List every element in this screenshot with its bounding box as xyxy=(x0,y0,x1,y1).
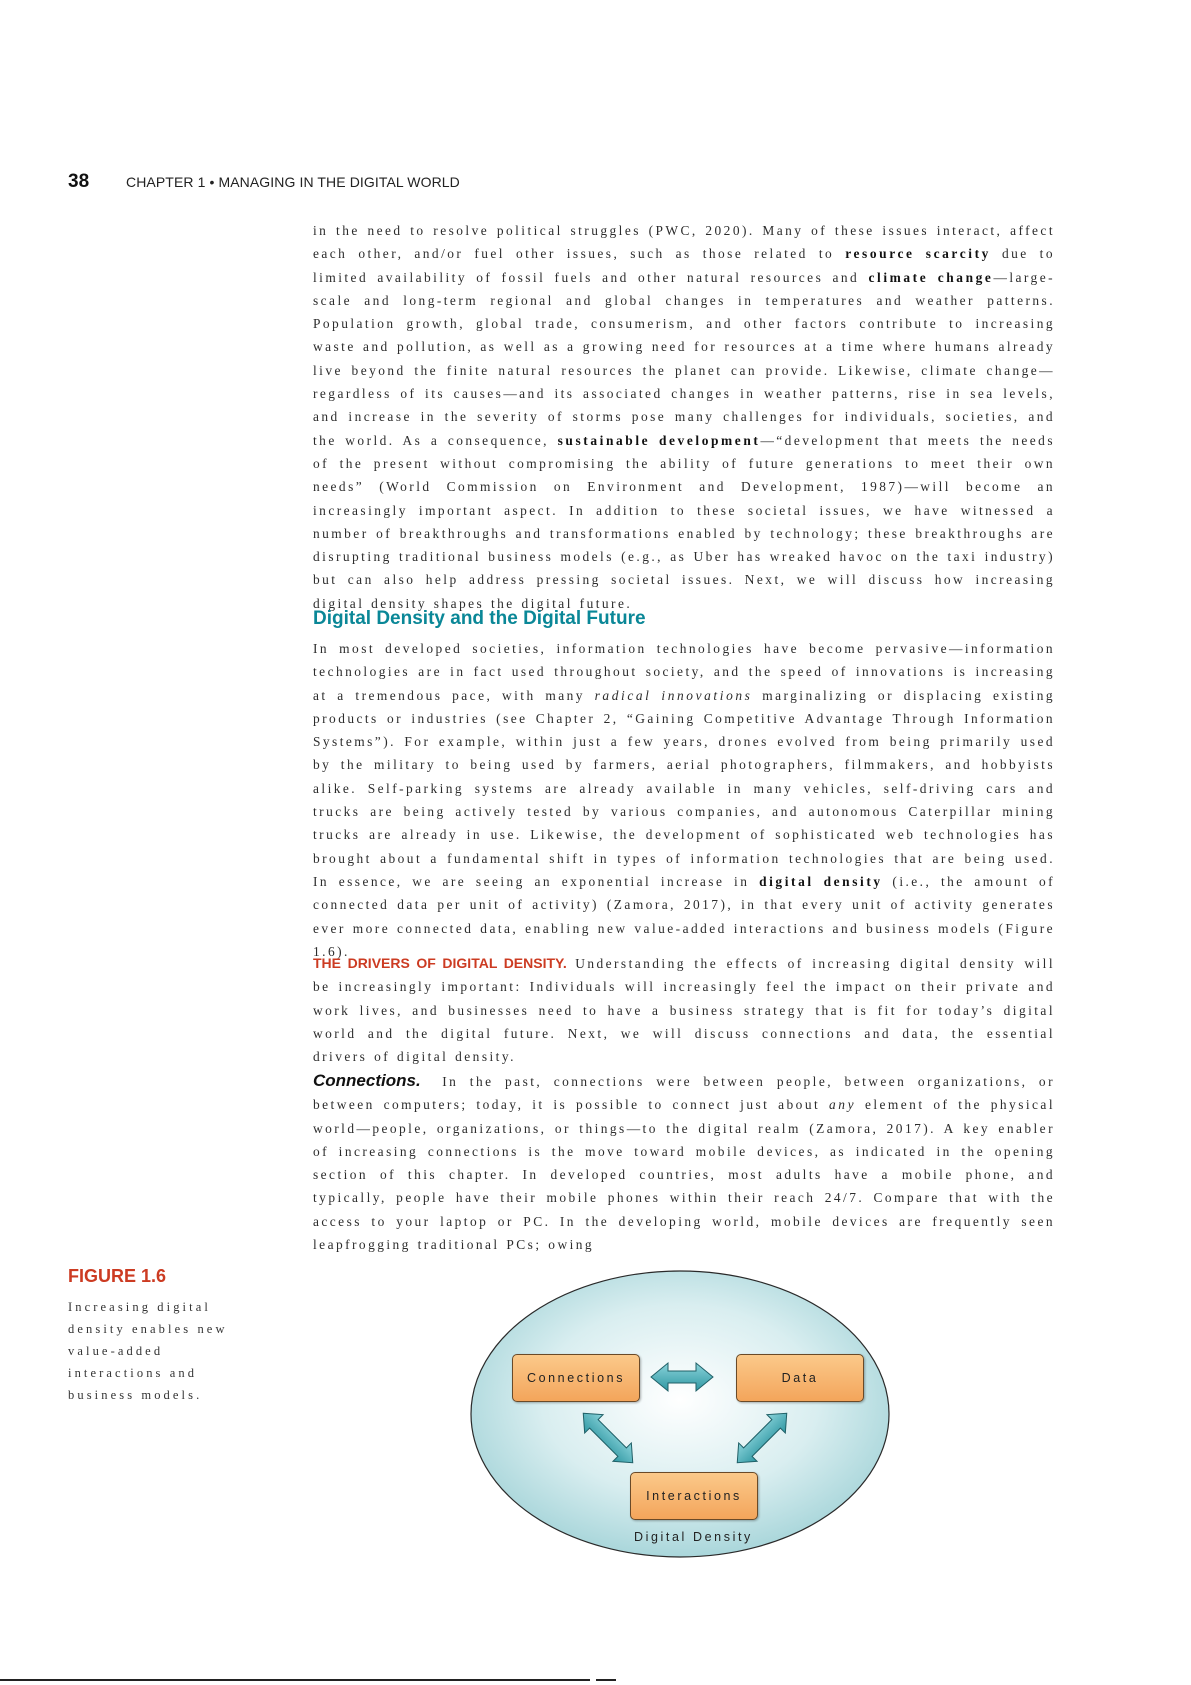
section-heading-container xyxy=(313,608,1055,630)
running-header xyxy=(68,171,460,195)
chapter-title: CHAPTER 1 • MANAGING IN THE DIGITAL WORLD xyxy=(126,174,460,190)
connections-box: Connections xyxy=(512,1354,640,1402)
paragraph-drivers: THE DRIVERS OF DIGITAL DENSITY. Understanding the effects of increasing digital density will be increasingly important: Individuals will increasingly feel the impact on their private and work lives, and businesses need to have a business strategy that is fit for today’s digital world and the digital future. Next, we will discuss connections and data, the essential drivers of digital density. xyxy=(313,955,1056,1065)
italic-any: any xyxy=(828,1097,857,1113)
paragraph-sustainability: in the need to resolve political struggles (PWC, 2020). Many of these issues interact, affect each other, and/or fuel other issues, such as those related to resource scarcity due to limited availability of fossil fuels and other natural resources and climate change—large-scale and long-term regional and global changes in temperatures and weather patterns. Population growth, global trade, consumerism, and other factors contribute to increasing waste and pollution, as well as a growing need for resources at a time where humans already live beyond the finite natural resources the planet can provide. Likewise, climate change—regardless of its causes—and its associated changes in weather patterns, rise in sea levels, and increase in the severity of storms pose many challenges for individuals, societies, and the world. As a consequence, sustainable development—“development that meets the needs of the present without compromising the ability of future generations to meet their own needs” (World Commission on Environment and Development, 1987)—will become an increasingly important aspect. In addition to these societal issues, we have witnessed a number of breakthroughs and transformations enabled by technology; these breakthroughs are disrupting traditional business models (e.g., as Uber has wreaked havoc on the taxi industry) but can also help address pressing societal issues. Next, we will discuss how increasing digital density shapes the digital future. xyxy=(313,223,1056,611)
page-number: 38 xyxy=(68,171,90,192)
digital-density-label: Digital Density xyxy=(634,1530,753,1544)
runin-heading-connections: Connections. xyxy=(313,1071,421,1090)
italic-radical-innovations: radical innovations xyxy=(594,687,753,703)
paragraph-digital-density: In most developed societies, information technologies have become pervasive—information technologies are in fact used throughout society, and the speed of innovations is increasing at a tremendous pace, with many radical innovations marginalizing or displacing existing products or industries (see Chapter 2, “Gaining Competitive Advantage Through Information Systems”). For example, within just a few years, drones evolved from being primarily used by the military to being used by farmers, aerial photographers, filmmakers, and hobbyists alike. Self-parking systems are already available in many vehicles, self-driving cars and trucks are being actively tested by various companies, and autonomous Caterpillar mining trucks are already in use. Likewise, the development of sophisticated web technologies has brought about a fundamental shift in types of information technologies that are being used. In essence, we are seeing an exponential increase in digital density (i.e., the amount of connected data per unit of activity) (Zamora, 2017), in that every unit of activity generates ever more connected data, enabling new value-added interactions and business models (Figure 1.6). xyxy=(313,641,1056,959)
footer-rule-short xyxy=(596,1679,616,1681)
data-box: Data xyxy=(736,1354,864,1402)
interactions-box: Interactions xyxy=(630,1472,758,1520)
figure-caption: Increasing digital density enables new value-added interactions and business models. xyxy=(68,1300,228,1402)
digital-density-diagram xyxy=(468,1268,892,1560)
runin-heading-drivers: THE DRIVERS OF DIGITAL DENSITY. xyxy=(313,955,567,971)
footer-rule xyxy=(0,1679,590,1681)
key-term-climate-change: climate change xyxy=(868,269,994,285)
section-heading: Digital Density and the Digital Future xyxy=(313,608,646,629)
key-term-digital-density: digital density xyxy=(759,873,883,889)
key-term-sustainable-development: sustainable development xyxy=(557,432,761,448)
key-term-resource-scarcity: resource scarcity xyxy=(845,246,991,262)
paragraph-connections: Connections. In the past, connections were between people, between organizations, or between computers; today, it is possible to connect just about any element of the physical world—people, organizations, or things—to the digital realm (Zamora, 2017). A key enabler of increasing connections is the move toward mobile devices, as indicated in the opening section of this chapter. In developed countries, most adults have a mobile phone, and typically, people have their mobile phones within their reach 24/7. Compare that with the access to your laptop or PC. In the developing world, mobile devices are frequently seen leapfrogging traditional PCs; owing xyxy=(313,1071,1055,1253)
figure-label: FIGURE 1.6 xyxy=(68,1266,167,1286)
